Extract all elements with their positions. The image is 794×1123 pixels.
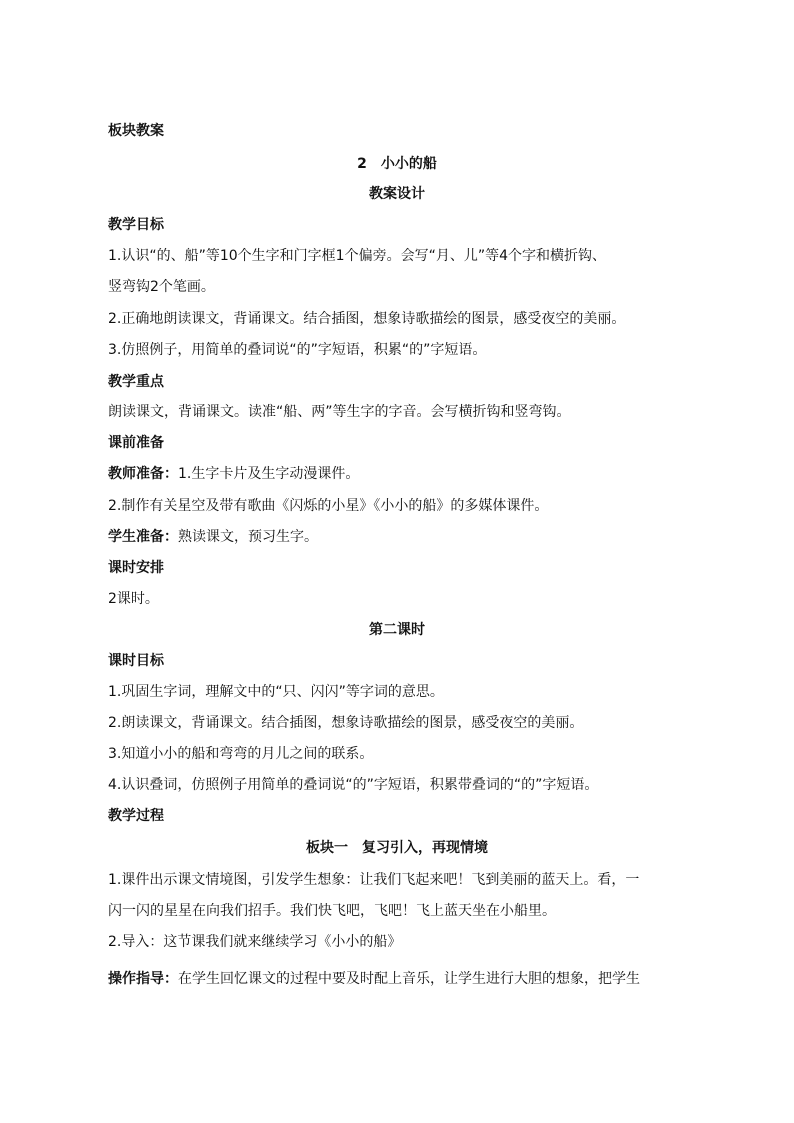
teacher-prep-1: 1.生字卡片及生字动漫课件。: [178, 466, 360, 482]
goal-1-line2: 竖弯钩2个笔画。: [108, 279, 215, 295]
goals-heading: 教学目标: [108, 217, 164, 233]
period-goal-1: 1.巩固生字词，理解文中的“只、闪闪”等字词的意思。: [108, 684, 444, 700]
block-1-item2: 2.导入：这节课我们就来继续学习《小小的船》: [108, 934, 402, 950]
focus-text: 朗读课文，背诵课文。读准“船、两”等生字的字音。会写横折钩和竖弯钩。: [108, 404, 571, 420]
design-title: 教案设计: [369, 186, 425, 202]
schedule-text: 2课时。: [108, 591, 159, 607]
goal-1-line1: 1.认识“的、船”等10个生字和门字框1个偏旁。会写“月、儿”等4个字和横折钩、: [108, 248, 606, 264]
block-1-item1-line2: 闪一闪的星星在向我们招手。我们快飞吧，飞吧！飞上蓝天坐在小船里。: [108, 903, 556, 919]
focus-heading: 教学重点: [108, 374, 164, 390]
schedule-heading: 课时安排: [108, 560, 164, 576]
period-goal-4: 4.认识叠词，仿照例子用简单的叠词说“的”字短语，积累带叠词的“的”字短语。: [108, 777, 599, 793]
guide-text: 在学生回忆课文的过程中要及时配上音乐，让学生进行大胆的想象，把学生: [178, 971, 640, 987]
guide-label: 操作指导：: [108, 971, 178, 987]
student-prep-line: [108, 527, 318, 547]
student-prep-text: 熟读课文，预习生字。: [178, 529, 318, 545]
goal-3: 3.仿照例子，用简单的叠词说“的”字短语，积累“的”字短语。: [108, 342, 487, 358]
student-prep-label: 学生准备：: [108, 529, 178, 545]
goal-2: 2.正确地朗读课文，背诵课文。结合插图，想象诗歌描绘的图景，感受夜空的美丽。: [108, 311, 626, 327]
guide-line: [108, 969, 640, 989]
block-1-title: 板块一 复习引入，再现情境: [306, 840, 488, 856]
period-goal-2: 2.朗读课文，背诵课文。结合插图，想象诗歌描绘的图景，感受夜空的美丽。: [108, 715, 584, 731]
prep-heading: 课前准备: [108, 435, 164, 451]
teacher-prep-2: 2.制作有关星空及带有歌曲《闪烁的小星》《小小的船》的多媒体课件。: [108, 498, 549, 514]
process-heading: 教学过程: [108, 808, 164, 824]
lesson-title: 2 小小的船: [357, 156, 437, 172]
period-title: 第二课时: [369, 622, 425, 638]
teacher-prep-line: [108, 464, 359, 484]
teacher-prep-label: 教师准备：: [108, 466, 178, 482]
period-goal-3: 3.知道小小的船和弯弯的月儿之间的联系。: [108, 746, 374, 762]
block-1-item1-line1: 1.课件出示课文情境图，引发学生想象：让我们飞起来吧！飞到美丽的蓝天上。看，一: [108, 872, 640, 888]
period-goals-heading: 课时目标: [108, 653, 164, 669]
section-label: 板块教案: [108, 123, 164, 139]
